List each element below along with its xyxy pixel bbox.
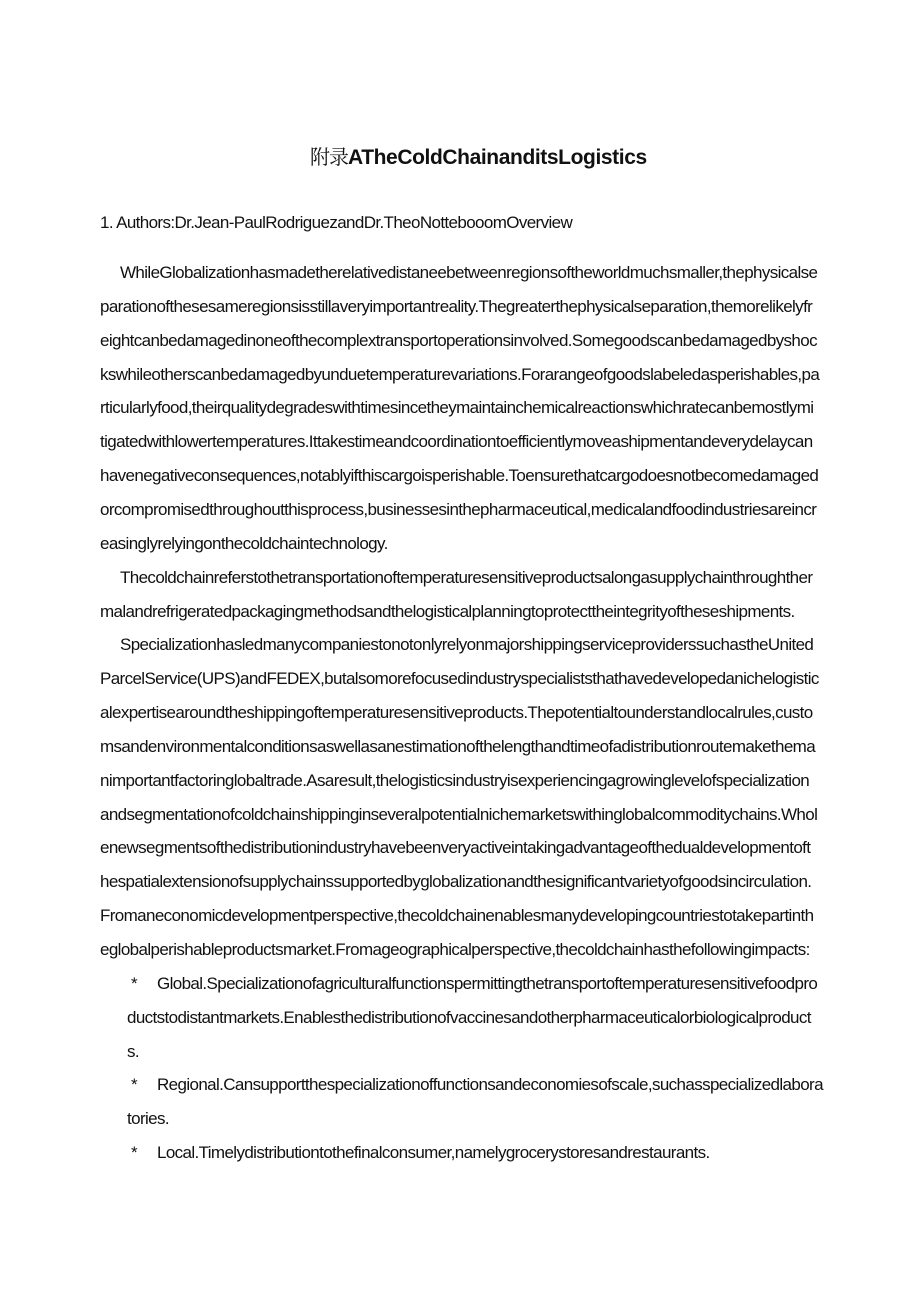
- paragraph-line: WhileGlobalizationhasmadetherelativedistaneebetweenregionsoftheworldmuchsmaller,thephysicalse: [120, 263, 818, 282]
- paragraph-line: enewsegmentsofthedistributionindustryhavebeenveryactiveintakingadvantageofthedualdevelopmentoft: [100, 838, 811, 857]
- bullet-line: ductstodistantmarkets.Enablesthedistributionofvaccinesandotherpharmaceuticalorbiologicalproduct: [127, 1008, 811, 1027]
- paragraph-line: kswhileotherscanbedamagedbyunduetemperaturevariations.Forarangeofgoodslabeledasperishables,pa: [100, 365, 820, 384]
- paragraph-line: Thecoldchainreferstothetransportationoftemperaturesensitiveproductsalongasupplychainthroughther: [120, 568, 813, 587]
- paragraph-line: andsegmentationofcoldchainshippinginseveralpotentialnichemarketswithinglobalcommoditychains.Whol: [100, 805, 818, 824]
- paragraph-line: hespatialextensionofsupplychainssupportedbyglobalizationandthesignificantvarietyofgoodsincirculation.: [100, 872, 812, 891]
- paragraph-line: eglobalperishableproductsmarket.Fromageographicalperspective,thecoldchainhasthefollowingimpacts:: [100, 940, 810, 959]
- paragraph-line: parationofthesesameregionsisstillaveryimportantreality.Thegreaterthephysicalseparation,themorelikelyfr: [100, 297, 813, 316]
- bullet-marker: *: [131, 1143, 138, 1162]
- title-prefix: 附录: [310, 145, 348, 169]
- paragraph-line: tigatedwithlowertemperatures.Ittakestimeandcoordinationtoefficientlymoveashipmentandeverydelaycan: [100, 432, 813, 451]
- bullet-marker: *: [131, 1075, 138, 1094]
- bullet-line: Regional.Cansupportthespecializationoffunctionsandeconomiesofscale,suchasspecializedlabora: [157, 1075, 823, 1094]
- paragraph-line: rticularlyfood,theirqualitydegradeswithtimesincetheymaintainchemicalreactionswhichratecanbemostlymi: [100, 398, 814, 417]
- paragraph-line: Fromaneconomicdevelopmentperspective,thecoldchainenablesmanydevelopingcountriestotakepartinth: [100, 906, 814, 925]
- paragraph-line: eightcanbedamagedinoneofthecomplextransportoperationsinvolved.Somegoodscanbedamagedbyshoc: [100, 331, 817, 350]
- bullet-line: tories.: [127, 1109, 169, 1128]
- bullet-line: Global.Specializationofagriculturalfunctionspermittingthetransportoftemperaturesensitivefoodpro: [157, 974, 818, 993]
- title-main: ATheColdChainanditsLogistics: [348, 146, 647, 169]
- paragraph-line: alexpertisearoundtheshippingoftemperaturesensitiveproducts.Thepotentialtounderstandlocalrules,custo: [100, 703, 813, 722]
- bullet-marker: *: [131, 974, 138, 993]
- paragraph-line: nimportantfactoringlobaltrade.Asaresult,thelogisticsindustryisexperiencingagrowinglevelofspecialization: [100, 771, 810, 790]
- paragraph-line: SpecializationhasledmanycompaniestonotonlyrelyonmajorshippingserviceproviderssuchastheUnited: [120, 635, 814, 654]
- paragraph-line: ParcelService(UPS)andFEDEX,butalsomorefocusedindustryspecialiststhathavedevelopedanichelogistic: [100, 669, 819, 688]
- paragraph-line: msandenvironmentalconditionsaswellasanestimationofthelengthandtimeofadistributionroutemakethema: [100, 737, 816, 756]
- paragraph-line: easinglyrelyingonthecoldchaintechnology.: [100, 534, 388, 553]
- bullet-line: Local.Timelydistributiontothefinalconsumer,namelygrocerystoresandrestaurants.: [157, 1143, 710, 1162]
- authors-line: 1. Authors:Dr.Jean-PaulRodriguezandDr.TheoNottebooomOverview: [100, 213, 573, 232]
- paragraph-line: orcompromisedthroughoutthisprocess,businessesinthepharmaceutical,medicalandfoodindustriesareincr: [100, 500, 817, 519]
- document-title: [310, 141, 647, 170]
- bullet-line: s.: [127, 1042, 139, 1061]
- paragraph-line: malandrefrigeratedpackagingmethodsandthelogisticalplanningtoprotecttheintegrityoftheseshipments.: [100, 602, 795, 621]
- paragraph-line: havenegativeconsequences,notablyifthiscargoisperishable.Toensurethatcargodoesnotbecomedamaged: [100, 466, 819, 485]
